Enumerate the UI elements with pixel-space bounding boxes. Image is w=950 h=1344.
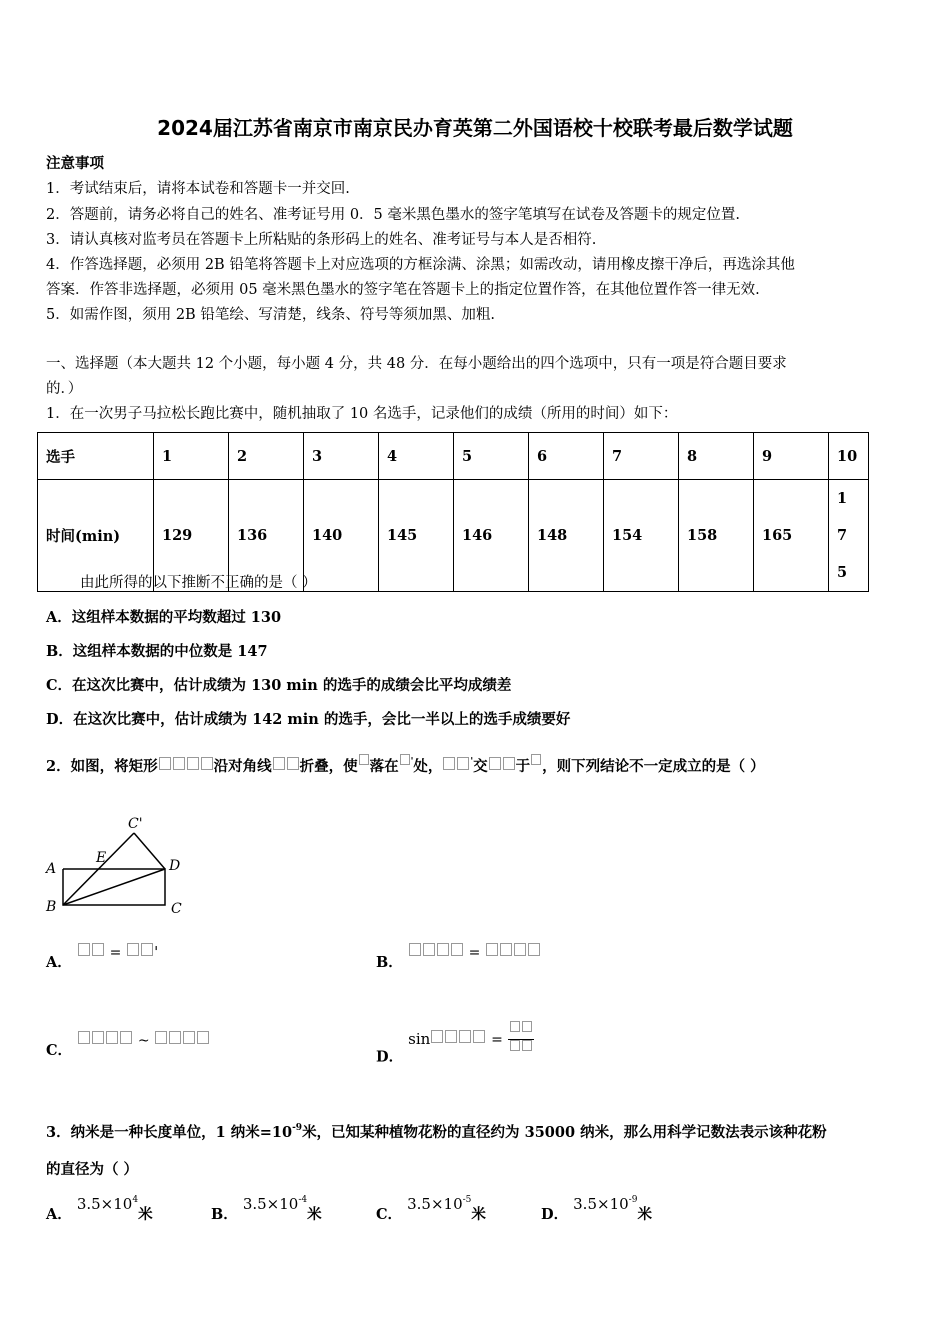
q2-text: 交 [473,758,488,775]
label-b: B [46,899,57,915]
option-label: D． [376,1048,404,1066]
option-formula: ~ [77,1031,210,1049]
q2-figure [40,812,190,917]
notice-heading: 注意事项 [46,155,104,172]
q1-option-c: C．在这次比赛中，估计成绩为 130 min 的选手的成绩会比平均成绩差 [46,677,512,694]
table-cell: 129 [154,480,229,592]
q2-text: 折叠，使 [299,758,358,775]
q2-option-d [376,1029,534,1076]
math-placeholder [400,754,410,765]
option-label: B． [376,954,403,971]
q1-stem: 1．在一次男子马拉松长跑比赛中，随机抽取了 10 名选手，记录他们的成绩（所用的时间）如下： [46,406,678,422]
table-cell: 140 [304,480,379,592]
q2-text: 于 [515,758,531,775]
q2-text: 沿对角线 [213,758,272,775]
table-cell: 158 [679,480,754,592]
q3-option-b: B． $3.5\times 10^{-4}$米 [211,1195,322,1223]
q3-exponent: -9 [292,1123,303,1133]
table-cell-text: 175 [837,490,848,581]
math-placeholder [187,757,199,770]
math-placeholder [173,757,185,770]
q3-text: 3．纳米是一种长度单位，1 纳米=10 [46,1124,293,1141]
q2-text: 处， [413,758,443,775]
table-cell [829,480,869,592]
table-cell: 145 [379,480,454,592]
q1-option-d: D．在这次比赛中，估计成绩为 142 min 的选手，会比一半以上的选手成绩要好 [46,711,571,728]
q3-option-a: A． $3.5\times 10^4$米 [46,1195,153,1223]
option-formula: sin = [408,1030,533,1048]
option-label: A． [46,954,72,971]
table-cell: 7 [604,433,679,480]
q2-option-b [376,945,541,972]
math-placeholder [457,757,469,770]
diagonal-bd [63,869,165,905]
table-cell: 9 [754,433,829,480]
q2-option-a [46,943,159,972]
section-heading: 一、选择题（本大题共 12 个小题，每小题 4 分，共 48 分．在每小题给出的四个选项中，只有一项是符合题目要求 [46,356,787,372]
option-label: C． [46,1042,73,1059]
q3-stem-cont: 的直径为（ ） [46,1161,139,1178]
q3-option-d: D． $3.5\times 10^{-9}$米 [541,1195,652,1223]
table-cell: 2 [229,433,304,480]
table-cell: 1 [154,433,229,480]
q1-option-b: B．这组样本数据的中位数是 147 [46,643,268,660]
page-title: 2024届江苏省南京市南京民办育英第二外国语校十校联考最后数学试题 [157,116,793,140]
q3-option-c: C． $3.5\times 10^{-5}$米 [376,1195,486,1223]
table-cell: 5 [454,433,529,480]
q1-option-a: A．这组样本数据的平均数超过 130 [46,609,282,626]
q2-prime: ' [410,757,414,767]
option-formula: $3.5\times 10^{-9}$ [573,1195,638,1213]
option-formula: = ' [77,943,158,961]
segment-c-prime-d [134,833,165,869]
table-cell: 146 [454,480,529,592]
notice-item: 5．如需作图，须用 2B 铅笔绘、写清楚，线条、符号等须加黑、加粗. [46,307,495,323]
table-cell: 8 [679,433,754,480]
q2-text: 2．如图，将矩形 [46,758,158,775]
table-cell: 6 [529,433,604,480]
table-cell: 148 [529,480,604,592]
math-placeholder [201,757,213,770]
notice-item: 3．请认真核对监考员在答题卡上所粘贴的条形码上的姓名、准考证号与本人是否相符. [46,232,597,248]
option-formula: $3.5\times 10^{-4}$ [242,1195,308,1213]
q3-stem [46,1121,827,1142]
table-cell: 10 [829,433,869,480]
q2-text: 落在 [369,758,399,775]
table-header-cell: 时间(min) [38,480,154,592]
option-formula: $3.5\times 10^{-5}$ [407,1195,472,1213]
section-heading-cont: 的．） [46,381,83,397]
q2-option-c [46,1033,210,1060]
math-placeholder [287,757,299,770]
q2-text: ，则下列结论不一定成立的是（ ） [542,758,765,775]
q3-text: 米，已知某种植物花粉的直径约为 35000 纳米，那么用科学记数法表示该种花粉 [302,1124,827,1141]
notice-item: 4．作答选择题，必须用 2B 铅笔将答题卡上对应选项的方框涂满、涂黑；如需改动，请用橡皮擦干净后，再选涂其他 [46,257,795,273]
math-placeholder [273,757,285,770]
table-header-cell: 选手 [38,433,154,480]
table-cell: 3 [304,433,379,480]
q2-prime: ' [470,757,474,767]
math-placeholder [503,757,515,770]
math-placeholder [359,754,369,765]
option-formula: $3.5\times 10^4$ [76,1195,139,1213]
math-placeholder [531,754,541,765]
math-placeholder [489,757,501,770]
label-e: E [96,850,107,866]
q2-stem [46,754,765,776]
label-d: D [169,858,181,874]
math-placeholder [443,757,455,770]
table-cell: 136 [229,480,304,592]
table-cell: 154 [604,480,679,592]
score-table [37,432,869,592]
math-placeholder [159,757,171,770]
table-cell: 165 [754,480,829,592]
notice-item: 2．答题前，请务必将自己的姓名、准考证号用 0．5 毫米黑色墨水的签字笔填写在试卷及答题卡的规定位置. [46,207,740,223]
notice-item: 答案．作答非选择题，必须用 05 毫米黑色墨水的签字笔在答题卡上的指定位置作答，在其他位置作答一律无效. [46,282,760,298]
label-c-prime: C' [128,816,143,832]
label-c: C [171,901,182,917]
option-formula: = [408,943,541,961]
q1-question: 由此所得的以下推断不正确的是（ ） [80,575,317,591]
table-row [38,433,869,480]
label-a: A [46,861,57,877]
notice-item: 1．考试结束后，请将本试卷和答题卡一并交回. [46,181,350,197]
table-cell: 4 [379,433,454,480]
